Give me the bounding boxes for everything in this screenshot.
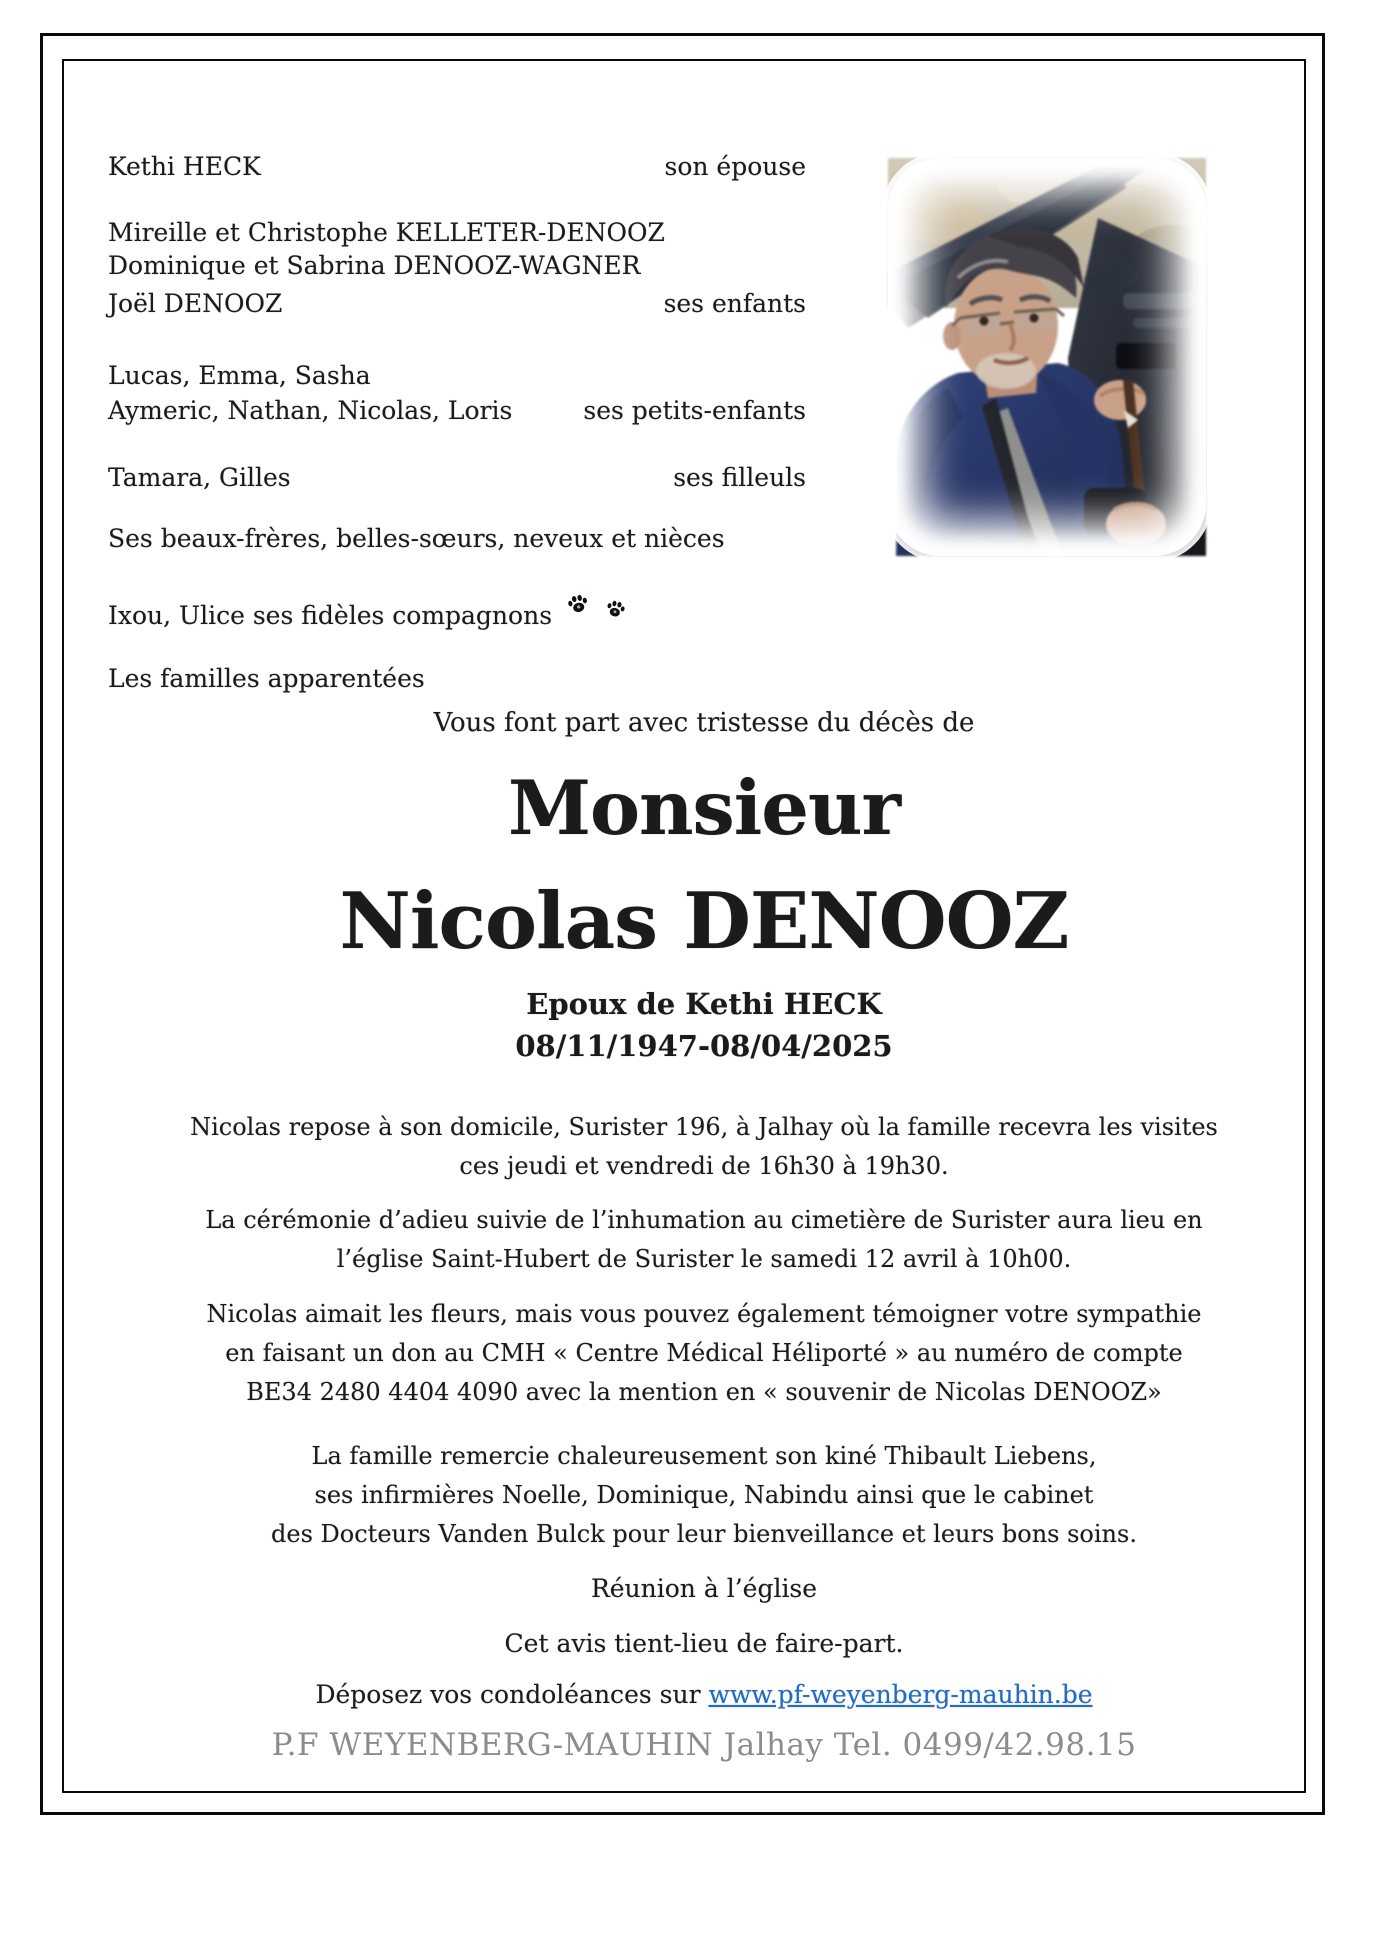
family-row (108, 394, 806, 427)
condolences-text: Déposez vos condoléances sur (315, 1680, 709, 1709)
family-names: Joël DENOOZ (108, 289, 283, 318)
condolences-link[interactable]: www.pf-weyenberg-mauhin.be (708, 1680, 1093, 1709)
family-row (108, 599, 806, 632)
deceased-name: Nicolas DENOOZ (339, 876, 1069, 967)
paragraph-line: La cérémonie d’adieu suivie de l’inhumation au cimetière de Surister aura lieu en (205, 1206, 1203, 1234)
family-names: Ixou, Ulice ses fidèles compagnons (108, 601, 553, 630)
paragraph-line: La famille remercie chaleureusement son kiné Thibault Liebens, (311, 1442, 1097, 1470)
family-row (108, 216, 806, 249)
family-names: Les familles apparentées (108, 664, 425, 693)
paw-print-icon (566, 591, 590, 624)
relation-label: ses enfants (663, 289, 806, 318)
relation-label: ses filleuls (673, 463, 806, 492)
deceased-photo (888, 158, 1206, 556)
reunion-line: Réunion à l’église (590, 1574, 818, 1603)
paragraph-line: Nicolas aimait les fleurs, mais vous pouvez également témoigner votre sympathie (206, 1300, 1202, 1328)
spouse-subtitle: Epoux de Kethi HECK (526, 987, 882, 1021)
announcement-line: Vous font part avec tristesse du décès de (433, 708, 975, 738)
paragraph-line: ces jeudi et vendredi de 16h30 à 19h30. (459, 1152, 949, 1180)
paw-print-icon (600, 593, 629, 630)
birth-death-dates: 08/11/1947-08/04/2025 (515, 1029, 893, 1063)
family-row (108, 522, 806, 555)
wake-paragraph (82, 1108, 1326, 1186)
paragraph-line: Nicolas repose à son domicile, Surister 196, à Jalhay où la famille recevra les visites (190, 1113, 1218, 1141)
title-monsieur: Monsieur (507, 764, 901, 852)
family-names: Tamara, Gilles (108, 463, 291, 492)
notice-line: Cet avis tient-lieu de faire-part. (504, 1629, 904, 1658)
family-row (108, 662, 806, 695)
paragraph-line: BE34 2480 4404 4090 avec la mention en « souvenir de Nicolas DENOOZ» (246, 1378, 1162, 1406)
paragraph-line: ses infirmières Noelle, Dominique, Nabindu ainsi que le cabinet (314, 1481, 1094, 1509)
family-names: Mireille et Christophe KELLETER-DENOOZ (108, 218, 665, 247)
paragraph-line: en faisant un don au CMH « Centre Médical Héliporté » au numéro de compte (225, 1339, 1183, 1367)
family-names: Lucas, Emma, Sasha (108, 361, 371, 390)
paragraph-line: des Docteurs Vanden Bulck pour leur bienveillance et leurs bons soins. (271, 1520, 1137, 1548)
ceremony-paragraph (82, 1201, 1326, 1279)
thanks-paragraph (82, 1437, 1326, 1554)
family-names: Aymeric, Nathan, Nicolas, Loris (108, 396, 513, 425)
relation-label: son épouse (664, 152, 806, 181)
family-row (108, 150, 806, 183)
donation-paragraph (82, 1295, 1326, 1412)
funeral-home-footer: P.F WEYENBERG-MAUHIN Jalhay Tel. 0499/42.98.15 (271, 1727, 1137, 1763)
relation-label: ses petits-enfants (583, 396, 806, 425)
family-names: Ses beaux-frères, belles-sœurs, neveux et nièces (108, 524, 725, 553)
family-row (108, 461, 806, 494)
paragraph-line: l’église Saint-Hubert de Surister le samedi 12 avril à 10h00. (336, 1245, 1072, 1273)
family-names: Kethi HECK (108, 152, 261, 181)
condolences-line (82, 1678, 1326, 1712)
family-row (108, 359, 806, 392)
family-names: Dominique et Sabrina DENOOZ-WAGNER (108, 251, 641, 280)
family-row (108, 249, 806, 282)
family-row (108, 287, 806, 320)
